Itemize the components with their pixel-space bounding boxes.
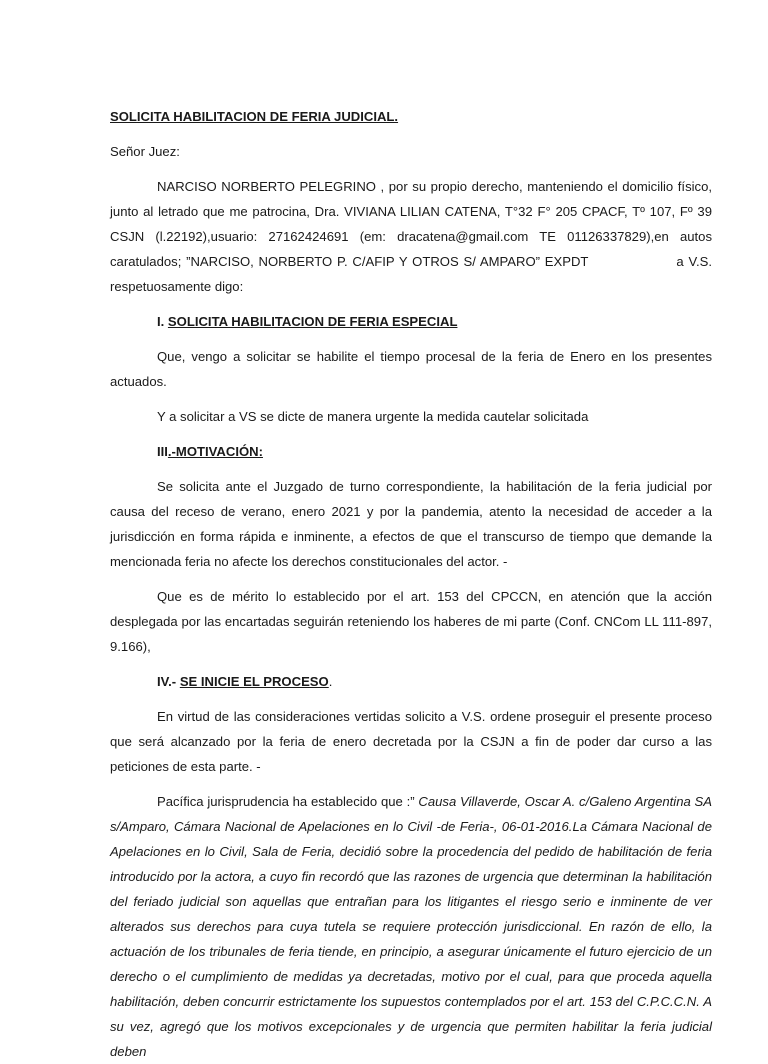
- section-1-heading: [110, 309, 712, 334]
- section-1-paragraph-2: Y a solicitar a VS se dicte de manera urgente la medida cautelar solicitada: [157, 409, 589, 424]
- jurisprudence-lead: Pacífica jurisprudencia ha establecido que :”: [157, 794, 419, 809]
- jurisprudence-quote: Causa Villaverde, Oscar A. c/Galeno Argentina SA s/Amparo, Cámara Nacional de Apelaciones en lo Civil -de Feria-, 06-01-2016.La Cámara Nacional de Apelaciones en lo Civil, Sala de Feria, decidió sobre la procedencia del pedido de habilitación de feria introducido por la actora, a cuyo fin recordó que las razones de urgencia que determinan la habilitación del feriado judicial son aquellas que entrañan para los litigantes el riesgo serio e inminente de ver alterados sus derechos para cuya tutela se requiere protección jurisdiccional. En razón de ello, la actuación de los tribunales de feria tiende, en principio, a asegurar únicamente el futuro ejercicio de un derecho o el cumplimiento de medidas ya decretadas, motivo por el cual, para que proceda aquella habilitación, deben concurrir estrictamente los supuestos contemplados por el art. 153 del C.P.C.C.N. A su vez, agregó que los motivos excepcionales y de urgencia que permiten habilitar la feria judicial deben: [110, 794, 712, 1059]
- section-4-heading: [110, 669, 712, 694]
- section-3-title: .-MOTIVACIÓN:: [167, 444, 263, 459]
- section-3-paragraph-2: Que es de mérito lo establecido por el art. 153 del CPCCN, en atención que la acción desplegada por las encartadas seguirán reteniendo los haberes de mi parte (Conf. CNCom LL 111-897, 9.166),: [110, 589, 712, 654]
- section-3-number: III: [157, 444, 168, 459]
- section-3-paragraph-1: Se solicita ante el Juzgado de turno correspondiente, la habilitación de la feria judicial por causa del receso de verano, enero 2021 y por la pandemia, atento la necesidad de acceder a la jurisdicción en forma rápida e inminente, a efectos de que el transcurso de tiempo que demande la mencionada feria no afecte los derechos constitucionales del actor. -: [110, 479, 712, 569]
- section-4-paragraph-2: [110, 789, 712, 1064]
- section-4-title-tail: .: [328, 674, 333, 689]
- document-title: SOLICITA HABILITACION DE FERIA JUDICIAL.: [110, 109, 399, 124]
- section-4-number: IV.-: [157, 674, 180, 689]
- section-4-paragraph-1: En virtud de las consideraciones vertidas solicito a V.S. ordene proseguir el presente proceso que será alcanzado por la feria de enero decretada por la CSJN a fin de poder dar curso a las peticiones de esta parte. -: [110, 709, 712, 774]
- salutation: Señor Juez:: [110, 144, 180, 159]
- intro-paragraph: [110, 174, 712, 299]
- intro-text: NARCISO NORBERTO PELEGRINO , por su propio derecho, manteniendo el domicilio físico, junto al letrado que me patrocina, Dra. VIVIANA LILIAN CATENA, T°32 F° 205 CPACF, Tº 107, Fº 39 CSJN (l.22192),usuario: 27162424691 (em: dracatena@gmail.com TE 01126337829),en autos caratulados;: [110, 179, 712, 269]
- section-1-number: I.: [157, 314, 168, 329]
- section-3-heading: [110, 439, 712, 464]
- intro-case-title: ”NARCISO, NORBERTO P. C/AFIP Y OTROS S/ AMPARO” EXPDT: [186, 254, 589, 269]
- section-1-paragraph-1: Que, vengo a solicitar se habilite el tiempo procesal de la feria de Enero en los presentes actuados.: [110, 349, 712, 389]
- intro-closing: a V.S. respetuosamente digo:: [110, 254, 712, 294]
- section-4-title: SE INICIE EL PROCESO: [179, 674, 329, 689]
- section-1-title: SOLICITA HABILITACION DE FERIA ESPECIAL: [167, 314, 458, 329]
